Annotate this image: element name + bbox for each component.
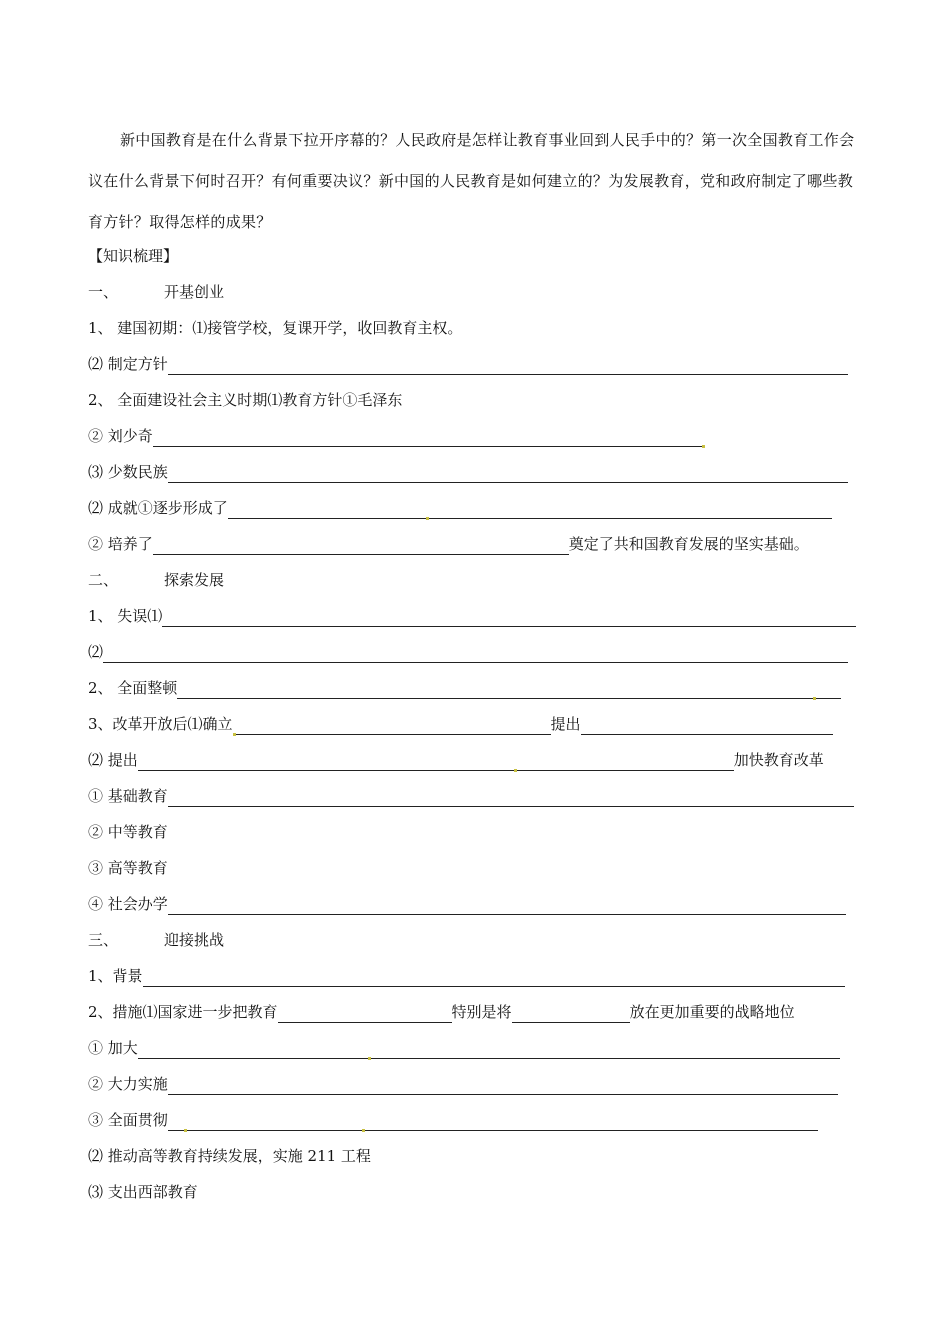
s3-line-6 bbox=[88, 1145, 371, 1167]
fill-blank[interactable] bbox=[177, 681, 841, 699]
s2-line-7 bbox=[88, 821, 168, 843]
fill-blank[interactable] bbox=[138, 1041, 840, 1059]
ink-dot bbox=[813, 697, 816, 700]
fill-blank[interactable] bbox=[228, 501, 832, 519]
s2-line-8-text: ③ 高等教育 bbox=[88, 859, 168, 877]
s3-line-5 bbox=[88, 1109, 818, 1131]
fill-blank[interactable] bbox=[581, 717, 833, 735]
s2-line-4-text-a: 3、改革开放后⑴确立 bbox=[88, 715, 233, 733]
s2-line-8 bbox=[88, 857, 168, 879]
ink-dot bbox=[233, 733, 236, 736]
s2-line-4-text-b: 提出 bbox=[550, 715, 581, 733]
s2-line-4 bbox=[88, 713, 833, 735]
ink-dot bbox=[368, 1057, 371, 1060]
fill-blank[interactable] bbox=[153, 429, 703, 447]
fill-blank[interactable] bbox=[278, 1005, 452, 1023]
section-1-heading bbox=[88, 281, 224, 303]
ink-dot bbox=[362, 1129, 365, 1132]
s1-line-5 bbox=[88, 461, 848, 483]
section-2-title: 探索发展 bbox=[164, 571, 225, 589]
fill-blank[interactable] bbox=[168, 897, 846, 915]
fill-blank[interactable] bbox=[168, 357, 848, 375]
s3-line-5-text: ③ 全面贯彻 bbox=[88, 1111, 168, 1129]
section-3-title: 迎接挑战 bbox=[164, 931, 225, 949]
s3-line-3-text: ① 加大 bbox=[88, 1039, 138, 1057]
s2-line-9 bbox=[88, 893, 846, 915]
knowledge-heading bbox=[88, 245, 178, 267]
s3-line-1-text: 1、背景 bbox=[88, 967, 143, 985]
s3-line-3 bbox=[88, 1037, 840, 1059]
s2-line-5 bbox=[88, 749, 824, 771]
s3-line-1 bbox=[88, 965, 845, 987]
s1-line-4-text: ② 刘少奇 bbox=[88, 427, 153, 445]
section-2-number: 二、 bbox=[88, 571, 119, 589]
fill-blank[interactable] bbox=[153, 537, 569, 555]
fill-blank[interactable] bbox=[512, 1005, 630, 1023]
fill-blank[interactable] bbox=[138, 753, 734, 771]
s1-line-6 bbox=[88, 497, 832, 519]
s2-line-5-text-b: 加快教育改革 bbox=[733, 751, 824, 769]
s1-line-5-text: ⑶ 少数民族 bbox=[88, 463, 168, 481]
ink-dot bbox=[514, 769, 517, 772]
heading-text: 【知识梳理】 bbox=[88, 247, 179, 265]
s1-line-6-text: ⑵ 成就①逐步形成了 bbox=[88, 499, 228, 517]
s1-line-1-text: 1、 建国初期：⑴接管学校，复课开学，收回教育主权。 bbox=[88, 319, 463, 337]
fill-blank[interactable] bbox=[168, 465, 848, 483]
s1-line-7-text-a: ② 培养了 bbox=[88, 535, 153, 553]
s2-line-3 bbox=[88, 677, 841, 699]
s3-line-6-text: ⑵ 推动高等教育持续发展，实施 211 工程 bbox=[88, 1147, 371, 1165]
fill-blank[interactable] bbox=[168, 1077, 838, 1095]
s3-line-7-text: ⑶ 支出西部教育 bbox=[88, 1183, 198, 1201]
fill-blank[interactable] bbox=[162, 609, 856, 627]
ink-dot bbox=[426, 517, 429, 520]
s1-line-2 bbox=[88, 353, 848, 375]
fill-blank[interactable] bbox=[103, 645, 848, 663]
s2-line-7-text: ② 中等教育 bbox=[88, 823, 168, 841]
s3-line-7 bbox=[88, 1181, 198, 1203]
s2-line-1-text: 1、 失误⑴ bbox=[88, 607, 163, 625]
s3-line-2 bbox=[88, 1001, 795, 1023]
s2-line-3-text: 2、 全面整顿 bbox=[88, 679, 178, 697]
s2-line-1 bbox=[88, 605, 856, 627]
fill-blank[interactable] bbox=[143, 969, 845, 987]
s1-line-3 bbox=[88, 389, 402, 411]
s2-line-9-text: ④ 社会办学 bbox=[88, 895, 168, 913]
s1-line-1 bbox=[88, 317, 462, 339]
s3-line-2-text-a: 2、措施⑴国家进一步把教育 bbox=[88, 1003, 278, 1021]
s3-line-4 bbox=[88, 1073, 838, 1095]
intro-paragraph: 新中国教育是在什么背景下拉开序幕的？人民政府是怎样让教育事业回到人民手中的？第一次全国教育工作会议在什么背景下何时召开？有何重要决议？新中国的人民教育是如何建立的？为发展教育，党和政府制定了哪些教育方针？取得怎样的成果？ bbox=[88, 131, 855, 231]
section-1-number: 一、 bbox=[88, 283, 119, 301]
s3-line-2-text-c: 放在更加重要的战略地位 bbox=[629, 1003, 795, 1021]
s2-line-2-text: ⑵ bbox=[88, 643, 104, 661]
s2-line-2 bbox=[88, 641, 848, 663]
s1-line-7 bbox=[88, 533, 809, 555]
s2-line-6-text: ① 基础教育 bbox=[88, 787, 168, 805]
fill-blank[interactable] bbox=[168, 789, 854, 807]
s1-line-3-text: 2、 全面建设社会主义时期⑴教育方针①毛泽东 bbox=[88, 391, 403, 409]
s1-line-2-text: ⑵ 制定方针 bbox=[88, 355, 168, 373]
ink-dot bbox=[702, 445, 705, 448]
s3-line-4-text: ② 大力实施 bbox=[88, 1075, 168, 1093]
section-2-heading bbox=[88, 569, 224, 591]
s2-line-6 bbox=[88, 785, 854, 807]
s3-line-2-text-b: 特别是将 bbox=[451, 1003, 512, 1021]
fill-blank[interactable] bbox=[233, 717, 551, 735]
s1-line-7-text-b: 奠定了共和国教育发展的坚实基础。 bbox=[568, 535, 809, 553]
ink-dot bbox=[184, 1129, 187, 1132]
s2-line-5-text-a: ⑵ 提出 bbox=[88, 751, 138, 769]
s1-line-4 bbox=[88, 425, 703, 447]
fill-blank[interactable] bbox=[168, 1113, 818, 1131]
section-3-heading bbox=[88, 929, 224, 951]
section-3-number: 三、 bbox=[88, 931, 119, 949]
section-1-title: 开基创业 bbox=[164, 283, 225, 301]
